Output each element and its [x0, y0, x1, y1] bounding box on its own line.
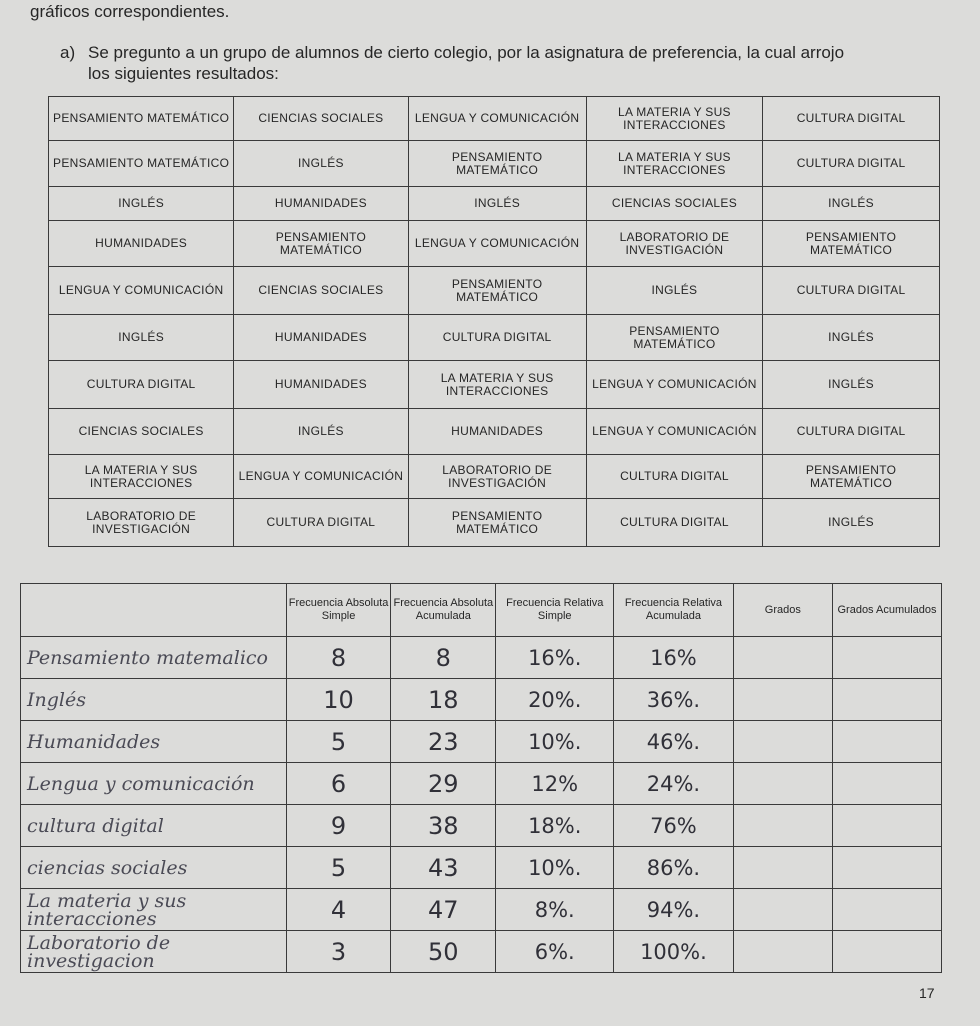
freq-value-cell — [833, 763, 942, 805]
freq-category-cell: Laboratorio de investigacion — [21, 931, 287, 973]
survey-row — [49, 315, 940, 361]
survey-cell: CIENCIAS SOCIALES — [234, 267, 408, 315]
freq-header-cell: Grados Acumulados — [833, 584, 942, 637]
survey-row — [49, 187, 940, 221]
freq-value-cell: 16%. — [496, 637, 614, 679]
survey-cell: INGLÉS — [408, 187, 586, 221]
freq-value-cell: 8 — [286, 637, 391, 679]
freq-value-cell — [733, 721, 832, 763]
survey-cell: HUMANIDADES — [234, 315, 408, 361]
survey-cell: LENGUA Y COMUNICACIÓN — [586, 361, 762, 409]
freq-row — [21, 763, 942, 805]
freq-value-cell: 6 — [286, 763, 391, 805]
freq-value-cell: 43 — [391, 847, 496, 889]
freq-value-cell — [733, 679, 832, 721]
freq-value-cell — [733, 637, 832, 679]
freq-value-cell: 16% — [614, 637, 733, 679]
survey-cell: INGLÉS — [763, 361, 940, 409]
freq-value-cell — [833, 805, 942, 847]
freq-value-cell: 47 — [391, 889, 496, 931]
freq-value-cell: 50 — [391, 931, 496, 973]
survey-row — [49, 499, 940, 547]
freq-value-cell: 5 — [286, 721, 391, 763]
survey-cell: INGLÉS — [763, 499, 940, 547]
freq-row — [21, 721, 942, 763]
freq-category-cell: Humanidades — [21, 721, 287, 763]
freq-value-cell: 86%. — [614, 847, 733, 889]
freq-category-cell: Pensamiento matemalico — [21, 637, 287, 679]
survey-cell: HUMANIDADES — [234, 361, 408, 409]
question-line-2: los siguientes resultados: — [88, 64, 279, 83]
freq-value-cell: 12% — [496, 763, 614, 805]
freq-value-cell: 4 — [286, 889, 391, 931]
freq-row — [21, 889, 942, 931]
freq-value-cell: 18%. — [496, 805, 614, 847]
question-text — [60, 42, 940, 84]
freq-value-cell: 94%. — [614, 889, 733, 931]
freq-value-cell — [733, 889, 832, 931]
freq-value-cell: 10%. — [496, 847, 614, 889]
freq-value-cell — [833, 931, 942, 973]
survey-cell: LENGUA Y COMUNICACIÓN — [586, 409, 762, 455]
freq-value-cell — [733, 931, 832, 973]
survey-cell: CULTURA DIGITAL — [234, 499, 408, 547]
survey-cell: PENSAMIENTO MATEMÁTICO — [234, 221, 408, 267]
survey-cell: CULTURA DIGITAL — [586, 455, 762, 499]
survey-cell: INGLÉS — [49, 315, 234, 361]
freq-value-cell: 8 — [391, 637, 496, 679]
freq-value-cell — [833, 721, 942, 763]
survey-cell: HUMANIDADES — [49, 221, 234, 267]
survey-cell: LENGUA Y COMUNICACIÓN — [234, 455, 408, 499]
freq-header-cell: Frecuencia Relativa Acumulada — [614, 584, 733, 637]
freq-value-cell: 18 — [391, 679, 496, 721]
survey-cell: LABORATORIO DE INVESTIGACIÓN — [408, 455, 586, 499]
survey-cell: LABORATORIO DE INVESTIGACIÓN — [586, 221, 762, 267]
survey-cell: PENSAMIENTO MATEMÁTICO — [49, 141, 234, 187]
freq-value-cell: 10%. — [496, 721, 614, 763]
question-letter: a) — [60, 43, 76, 62]
survey-cell: LENGUA Y COMUNICACIÓN — [408, 221, 586, 267]
page-header-text: gráficos correspondientes. — [30, 2, 230, 21]
freq-value-cell: 36%. — [614, 679, 733, 721]
survey-cell: CULTURA DIGITAL — [408, 315, 586, 361]
survey-cell: HUMANIDADES — [408, 409, 586, 455]
freq-category-cell: ciencias sociales — [21, 847, 287, 889]
survey-cell: CIENCIAS SOCIALES — [234, 97, 408, 141]
freq-value-cell: 10 — [286, 679, 391, 721]
survey-cell: LENGUA Y COMUNICACIÓN — [49, 267, 234, 315]
survey-cell: CULTURA DIGITAL — [763, 409, 940, 455]
question-line-1: Se pregunto a un grupo de alumnos de cierto colegio, por la asignatura de preferencia, la cual arrojo — [88, 43, 845, 62]
freq-value-cell — [833, 637, 942, 679]
freq-value-cell: 46%. — [614, 721, 733, 763]
survey-cell: CULTURA DIGITAL — [763, 141, 940, 187]
freq-value-cell: 24%. — [614, 763, 733, 805]
survey-cell: INGLÉS — [586, 267, 762, 315]
freq-row — [21, 679, 942, 721]
survey-row — [49, 221, 940, 267]
freq-row — [21, 637, 942, 679]
survey-cell: PENSAMIENTO MATEMÁTICO — [763, 221, 940, 267]
freq-value-cell: 29 — [391, 763, 496, 805]
survey-cell: LA MATERIA Y SUS INTERACCIONES — [586, 97, 762, 141]
survey-cell: LA MATERIA Y SUS INTERACCIONES — [408, 361, 586, 409]
freq-row — [21, 805, 942, 847]
freq-category-cell: cultura digital — [21, 805, 287, 847]
freq-value-cell — [733, 763, 832, 805]
survey-cell: CULTURA DIGITAL — [586, 499, 762, 547]
freq-header-cell: Frecuencia Relativa Simple — [496, 584, 614, 637]
page-number: 17 — [919, 985, 935, 1001]
survey-cell: CULTURA DIGITAL — [763, 267, 940, 315]
freq-value-cell — [733, 847, 832, 889]
survey-cell: INGLÉS — [763, 187, 940, 221]
freq-value-cell: 76% — [614, 805, 733, 847]
freq-value-cell — [833, 679, 942, 721]
survey-results-table — [48, 96, 940, 547]
freq-header-cell: Grados — [733, 584, 832, 637]
survey-row — [49, 455, 940, 499]
freq-value-cell: 38 — [391, 805, 496, 847]
freq-value-cell — [833, 889, 942, 931]
survey-cell: LENGUA Y COMUNICACIÓN — [408, 97, 586, 141]
freq-value-cell: 8%. — [496, 889, 614, 931]
survey-cell: INGLÉS — [763, 315, 940, 361]
survey-cell: LA MATERIA Y SUS INTERACCIONES — [49, 455, 234, 499]
freq-category-cell: Lengua y comunicación — [21, 763, 287, 805]
freq-value-cell: 100%. — [614, 931, 733, 973]
freq-header-cell — [21, 584, 287, 637]
freq-category-cell: La materia y sus interacciones — [21, 889, 287, 931]
survey-cell: INGLÉS — [234, 141, 408, 187]
survey-cell: CIENCIAS SOCIALES — [586, 187, 762, 221]
survey-cell: PENSAMIENTO MATEMÁTICO — [408, 267, 586, 315]
survey-row — [49, 409, 940, 455]
survey-cell: CULTURA DIGITAL — [49, 361, 234, 409]
freq-value-cell — [733, 805, 832, 847]
freq-value-cell: 23 — [391, 721, 496, 763]
freq-value-cell — [833, 847, 942, 889]
freq-header-cell: Frecuencia Absoluta Acumulada — [391, 584, 496, 637]
survey-cell: INGLÉS — [49, 187, 234, 221]
survey-cell: PENSAMIENTO MATEMÁTICO — [586, 315, 762, 361]
freq-row — [21, 931, 942, 973]
frequency-table — [20, 583, 942, 973]
survey-cell: PENSAMIENTO MATEMÁTICO — [408, 499, 586, 547]
survey-cell: PENSAMIENTO MATEMÁTICO — [763, 455, 940, 499]
survey-cell: INGLÉS — [234, 409, 408, 455]
survey-cell: HUMANIDADES — [234, 187, 408, 221]
freq-value-cell: 20%. — [496, 679, 614, 721]
freq-header-cell: Frecuencia Absoluta Simple — [286, 584, 391, 637]
survey-row — [49, 97, 940, 141]
survey-cell: PENSAMIENTO MATEMÁTICO — [408, 141, 586, 187]
survey-row — [49, 267, 940, 315]
freq-category-cell: Inglés — [21, 679, 287, 721]
freq-value-cell: 5 — [286, 847, 391, 889]
freq-value-cell: 3 — [286, 931, 391, 973]
freq-row — [21, 847, 942, 889]
survey-cell: LA MATERIA Y SUS INTERACCIONES — [586, 141, 762, 187]
survey-cell: PENSAMIENTO MATEMÁTICO — [49, 97, 234, 141]
survey-cell: CIENCIAS SOCIALES — [49, 409, 234, 455]
survey-cell: CULTURA DIGITAL — [763, 97, 940, 141]
survey-cell: LABORATORIO DE INVESTIGACIÓN — [49, 499, 234, 547]
survey-row — [49, 141, 940, 187]
survey-row — [49, 361, 940, 409]
freq-value-cell: 6%. — [496, 931, 614, 973]
freq-value-cell: 9 — [286, 805, 391, 847]
